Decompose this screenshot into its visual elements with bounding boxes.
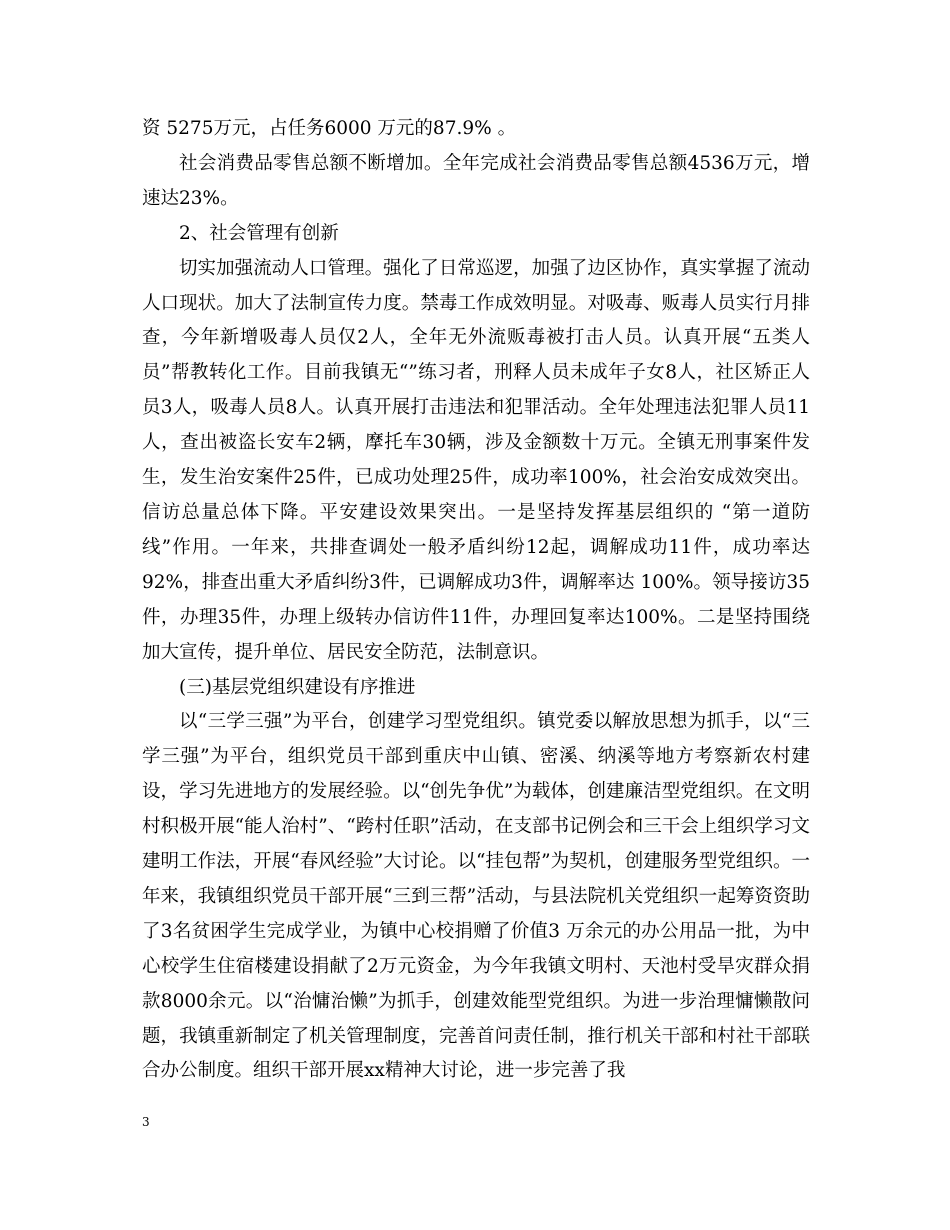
section-heading-party-organization: (三)基层党组织建设有序推进 — [179, 676, 416, 698]
paragraph-party-organization: 以“三学三强”为平台，创建学习型党组织。镇党委以解放思想为抓手，以“三学三强”为平台，组织党员干部到重庆中山镇、密溪、纳溪等地方考察新农村建设，学习先进地方的发展经验。以“创先争优”为载体，创建廉洁型党组织。在文明村积极开展“能人治村”、“跨村任职”活动，在支部书记例会和三干会上组织学习文建明工作法，开展“春风经验”大讨论。以“挂包帮”为契机，创建服务型党组织。一年来，我镇组织党员干部开展“三到三帮”活动，与县法院机关党组织一起筹资资助了3名贫困学生完成学业，为镇中心校捐赠了价值3 万余元的办公用品一批，为中心校学生住宿楼建设捐献了2万元资金，为今年我镇文明村、天池村受旱灾群众捐款8000余元。以“治慵治懒”为抓手，创建效能型党组织。为进一步治理慵懒散问题，我镇重新制定了机关管理制度，完善首问责任制，推行机关干部和村社干部联合办公制度。组织干部开展xx精神大讨论，进一步完善了我 — [142, 711, 810, 1082]
paragraph-continuation: 资 5275万元，占任务6000 万元的87.9% 。 — [142, 118, 517, 139]
paragraph-retail-sales: 社会消费品零售总额不断增加。全年完成社会消费品零售总额4536万元，增速达23%。 — [142, 152, 810, 209]
document-body — [142, 112, 810, 1089]
paragraph-social-management: 切实加强流动人口管理。强化了日常巡逻，加强了边区协作，真实掌握了流动人口现状。加大了法制宣传力度。禁毒工作成效明显。对吸毒、贩毒人员实行月排查，今年新增吸毒人员仅2人，全年无外流贩毒被打击人员。认真开展“五类人员”帮教转化工作。目前我镇无“”练习者，刑释人员未成年子女8人，社区矫正人员3人，吸毒人员8人。认真开展打击违法和犯罪活动。全年处理违法犯罪人员11人，查出被盗长安车2辆，摩托车30辆，涉及金额数十万元。全镇无刑事案件发生，发生治安案件25件，已成功处理25件，成功率100%，社会治安成效突出。信访总量总体下降。平安建设效果突出。一是坚持发挥基层组织的 “第一道防线”作用。一年来，共排查调处一般矛盾纠纷12起，调解成功11件，成功率达92%，排查出重大矛盾纠纷3件，已调解成功3件，调解率达 100%。领导接访35件，办理35件，办理上级转办信访件11件，办理回复率达100%。二是坚持围绕加大宣传，提升单位、居民安全防范，法制意识。 — [142, 257, 810, 663]
page-number: 3 — [142, 1115, 150, 1129]
section-heading-social-management: 2、社会管理有创新 — [179, 222, 339, 244]
